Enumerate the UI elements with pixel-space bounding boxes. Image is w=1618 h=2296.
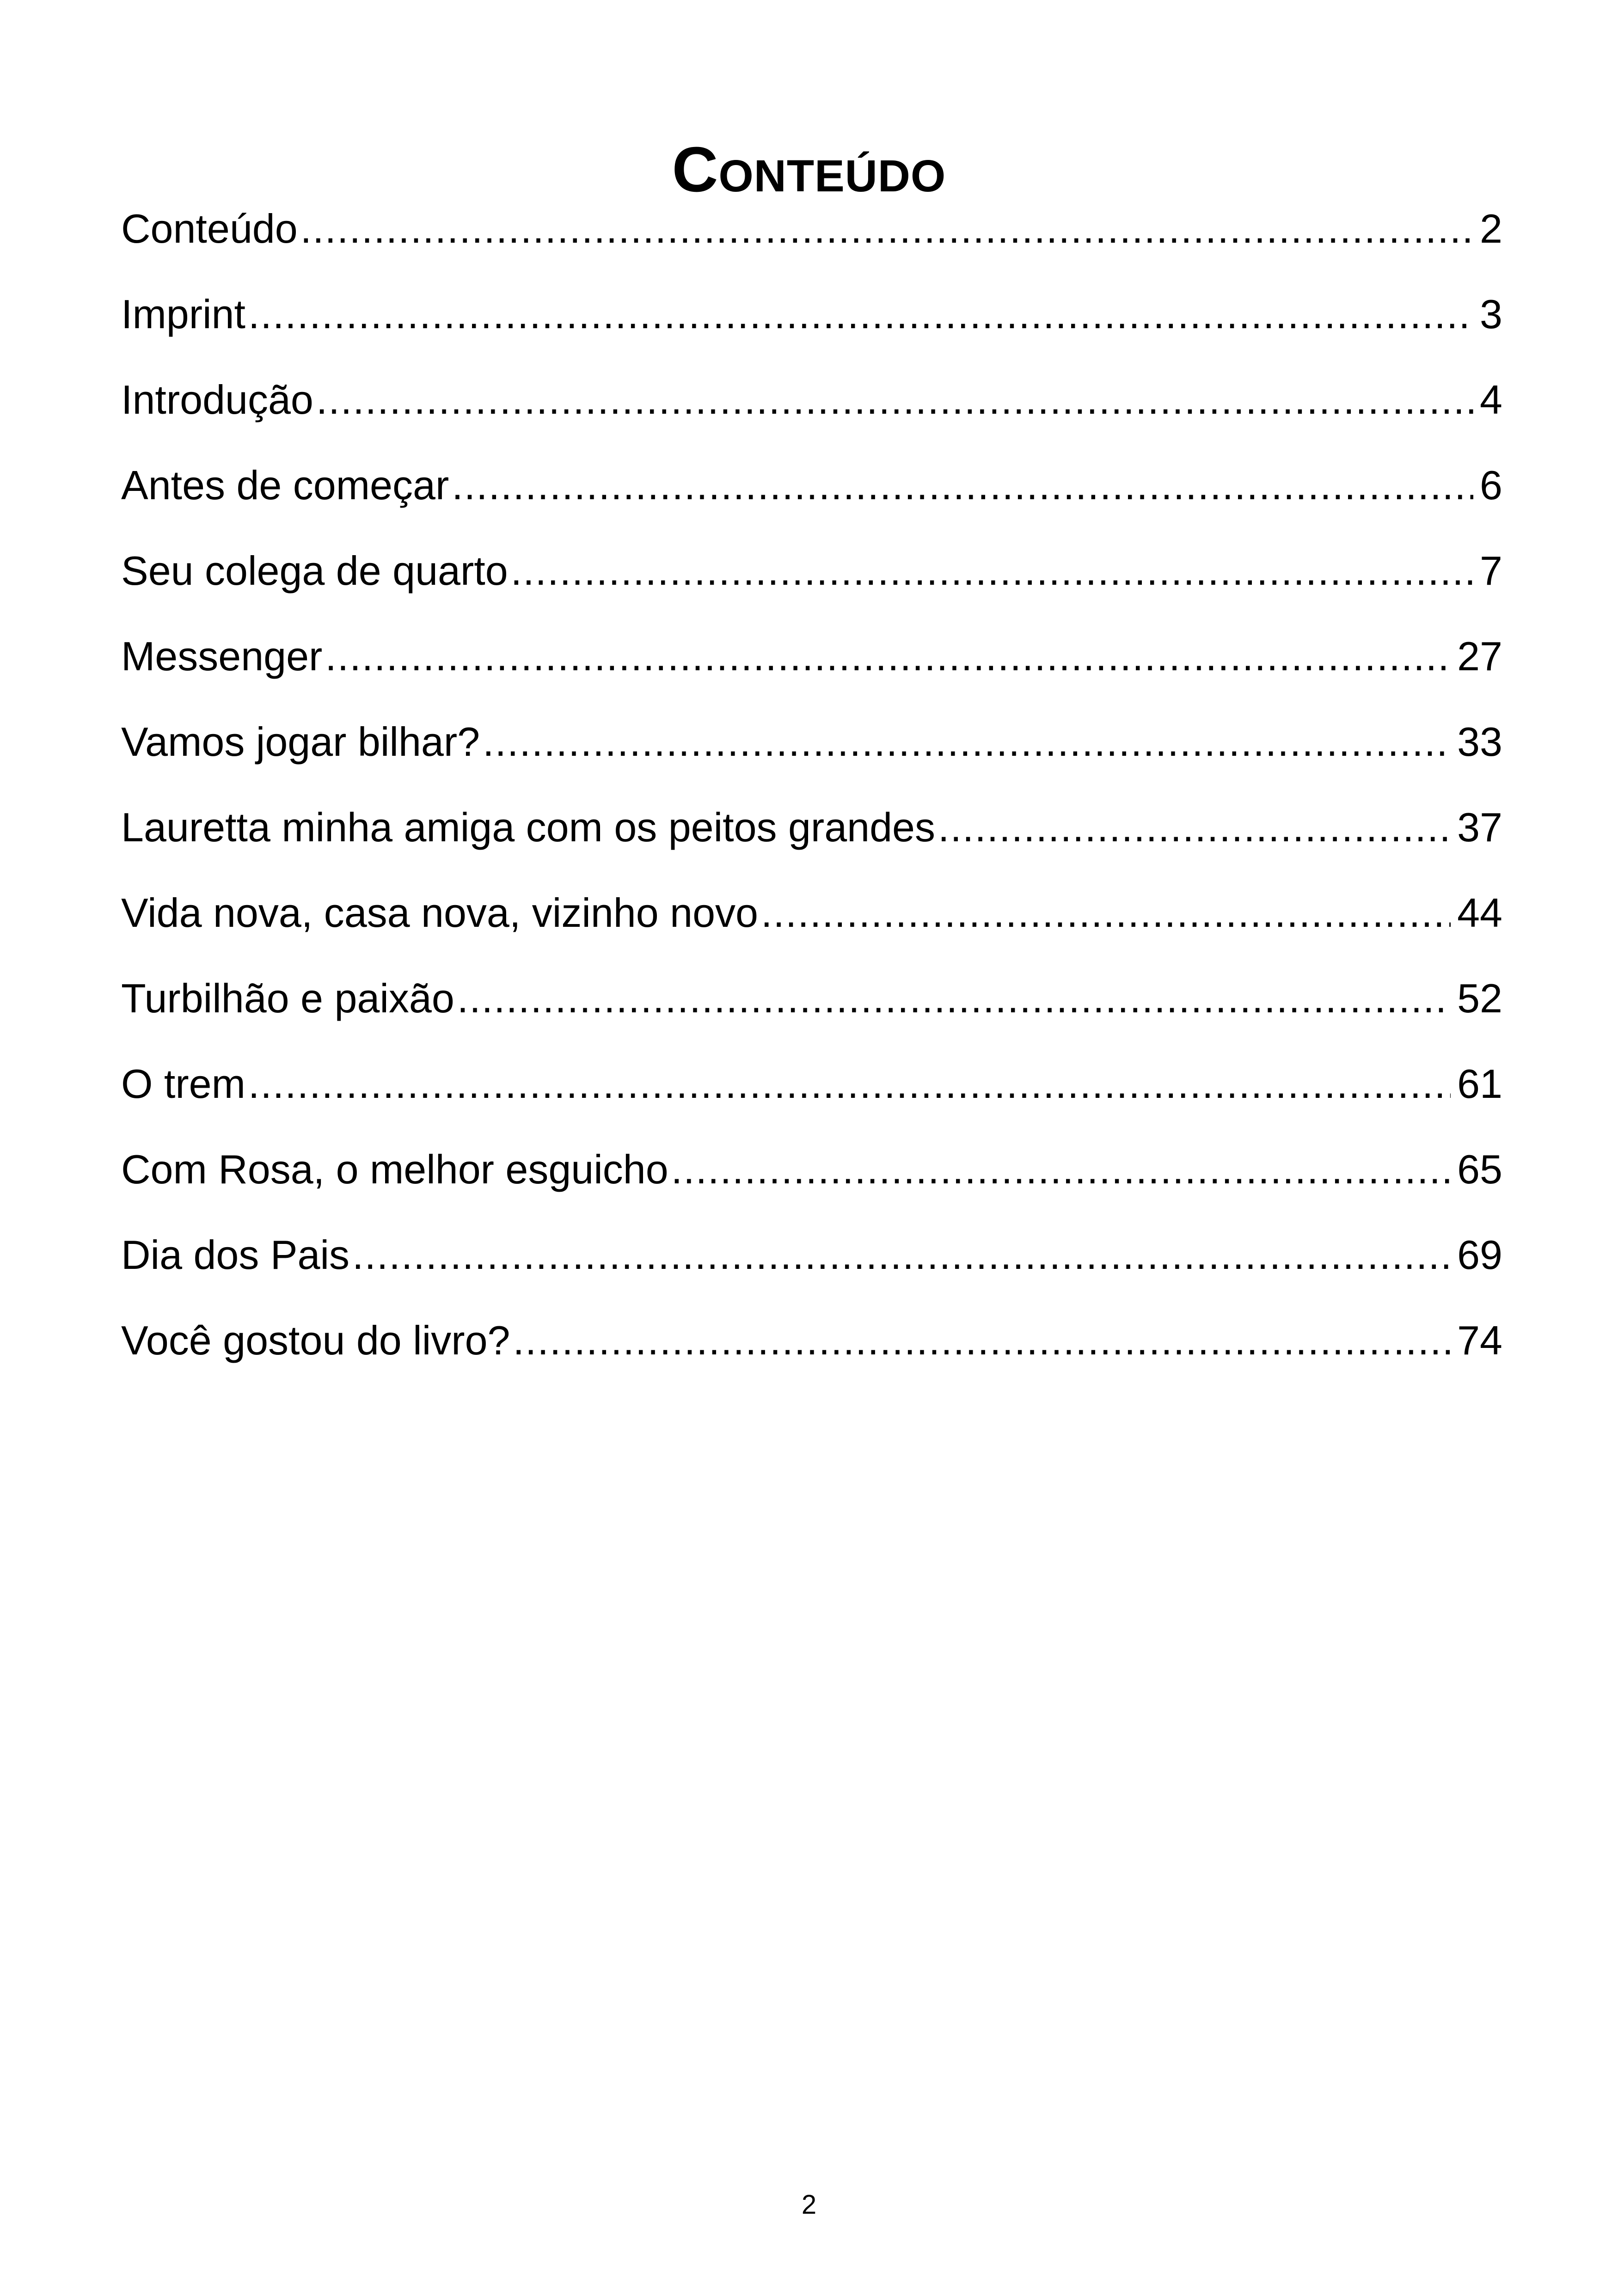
toc-entry-label: O trem: [121, 1061, 245, 1107]
toc-dot-leader: [483, 714, 1451, 770]
toc-entry[interactable]: [121, 543, 1502, 629]
toc-entry-label: Dia dos Pais: [121, 1232, 350, 1278]
toc-entry[interactable]: [121, 971, 1502, 1056]
toc-entry-label: Lauretta minha amiga com os peitos grandes: [121, 804, 935, 850]
toc-entry[interactable]: [121, 372, 1502, 458]
toc-entry[interactable]: [121, 800, 1502, 885]
toc-entry[interactable]: [121, 629, 1502, 714]
toc-entry-page: 69: [1457, 1232, 1502, 1278]
toc-dot-leader: [325, 629, 1451, 684]
toc-dot-leader: [316, 372, 1473, 428]
toc-entry-label: Conteúdo: [121, 206, 298, 251]
toc-entry-label: Você gostou do livro?: [121, 1317, 510, 1363]
toc-entry-page: 74: [1457, 1317, 1502, 1363]
toc-entry[interactable]: [121, 201, 1502, 287]
table-of-contents: [121, 201, 1502, 1398]
toc-dot-leader: [352, 1227, 1451, 1283]
toc-entry-page: 3: [1480, 291, 1502, 337]
toc-entry-page: 2: [1480, 206, 1502, 251]
toc-dot-leader: [457, 971, 1451, 1026]
toc-entry[interactable]: [121, 714, 1502, 800]
toc-entry-page: 61: [1457, 1061, 1502, 1107]
toc-entry-label: Introdução: [121, 377, 313, 422]
toc-dot-leader: [248, 1056, 1451, 1112]
toc-entry-label: Seu colega de quarto: [121, 548, 508, 594]
toc-entry-label: Messenger: [121, 633, 323, 679]
toc-entry-page: 6: [1480, 462, 1502, 508]
toc-entry-page: 33: [1457, 719, 1502, 765]
toc-entry[interactable]: [121, 1142, 1502, 1227]
toc-entry-label: Imprint: [121, 291, 245, 337]
page-number: 2: [801, 2190, 817, 2220]
toc-dot-leader: [511, 543, 1473, 599]
toc-dot-leader: [938, 800, 1451, 855]
toc-dot-leader: [761, 885, 1451, 941]
toc-entry-page: 65: [1457, 1146, 1502, 1192]
toc-entry-page: 4: [1480, 377, 1502, 422]
toc-entry-label: Com Rosa, o melhor esguicho: [121, 1146, 668, 1192]
toc-entry-label: Vamos jogar bilhar?: [121, 719, 480, 765]
toc-entry[interactable]: [121, 287, 1502, 372]
toc-entry-page: 52: [1457, 975, 1502, 1021]
toc-dot-leader: [513, 1313, 1451, 1368]
page-title: Conteúdo: [672, 134, 946, 206]
toc-entry-label: Vida nova, casa nova, vizinho novo: [121, 890, 758, 936]
toc-entry[interactable]: [121, 885, 1502, 971]
toc-entry-page: 7: [1480, 548, 1502, 594]
toc-dot-leader: [452, 458, 1473, 513]
toc-entry[interactable]: [121, 1227, 1502, 1313]
toc-dot-leader: [248, 287, 1473, 342]
toc-entry[interactable]: [121, 458, 1502, 543]
toc-entry[interactable]: [121, 1313, 1502, 1398]
toc-entry-label: Antes de começar: [121, 462, 449, 508]
toc-entry-label: Turbilhão e paixão: [121, 975, 454, 1021]
toc-entry[interactable]: [121, 1056, 1502, 1142]
toc-entry-page: 44: [1457, 890, 1502, 936]
toc-dot-leader: [671, 1142, 1451, 1197]
toc-entry-page: 27: [1457, 633, 1502, 679]
toc-entry-page: 37: [1457, 804, 1502, 850]
toc-dot-leader: [300, 201, 1473, 257]
